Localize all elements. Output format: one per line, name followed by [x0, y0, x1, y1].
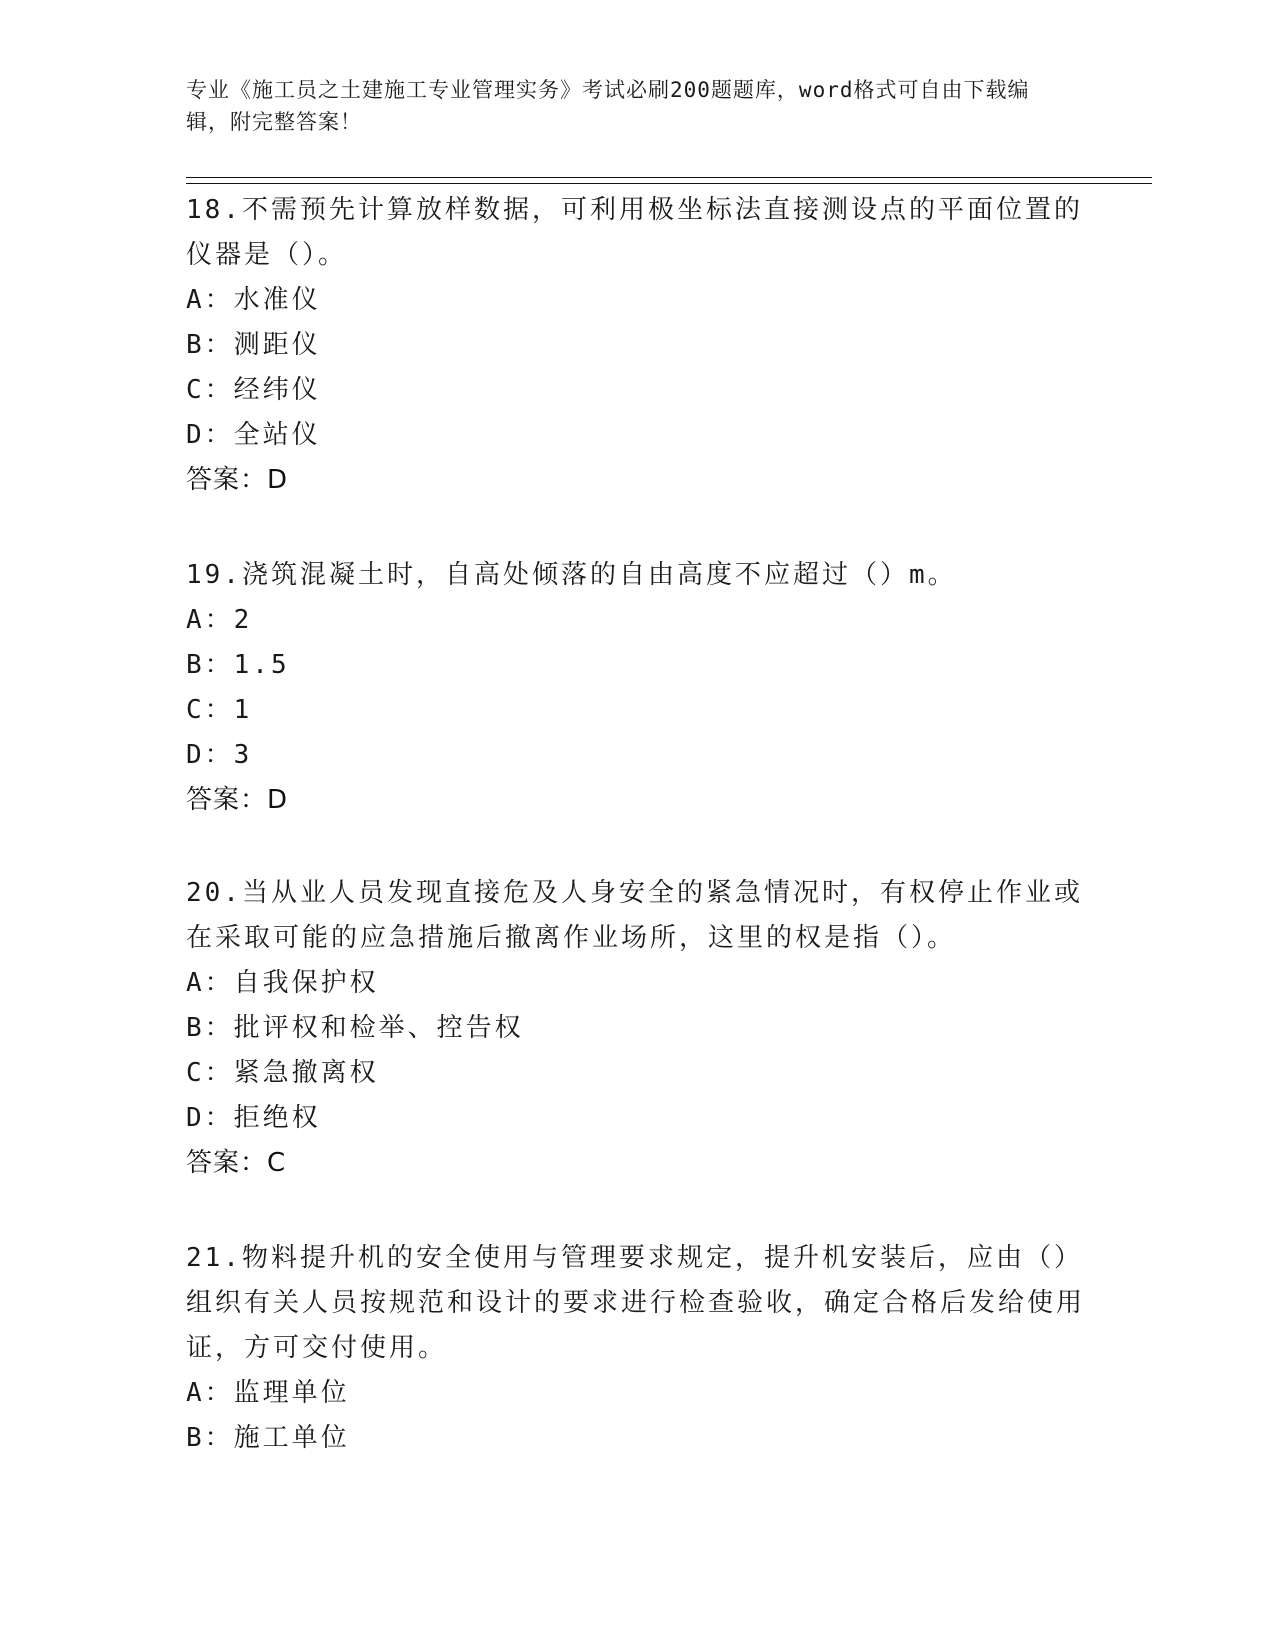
- question-18: [186, 188, 1086, 503]
- option-c: C：经纬仪: [186, 375, 321, 405]
- question-19: [186, 553, 1086, 823]
- option-d: D：3: [186, 740, 253, 770]
- question-stem: 21.物料提升机的安全使用与管理要求规定，提升机安装后，应由（）组织有关人员按规范和设计的要求进行检查验收，确定合格后发给使用证，方可交付使用。: [186, 1243, 1086, 1363]
- question-stem: 20.当从业人员发现直接危及人身安全的紧急情况时，有权停止作业或在采取可能的应急措施后撤离作业场所，这里的权是指（）。: [186, 878, 1083, 953]
- question-stem: 19.浇筑混凝土时，自高处倾落的自由高度不应超过（）m。: [186, 560, 957, 590]
- option-d: D：全站仪: [186, 420, 321, 450]
- answer: 答案：D: [186, 465, 289, 495]
- option-d: D：拒绝权: [186, 1103, 321, 1133]
- option-b: B：1.5: [186, 650, 290, 680]
- question-20: [186, 871, 1086, 1186]
- option-b: B：测距仪: [186, 330, 321, 360]
- document-header: 专业《施工员之土建施工专业管理实务》考试必刷200题题库，word格式可自由下载编辑，附完整答案！: [186, 78, 1030, 134]
- header-rule-top: [186, 177, 1152, 178]
- option-c: C：1: [186, 695, 253, 725]
- option-a: A：自我保护权: [186, 968, 379, 998]
- option-a: A：2: [186, 605, 253, 635]
- option-a: A：监理单位: [186, 1378, 350, 1408]
- option-b: B：施工单位: [186, 1423, 350, 1453]
- answer: 答案：D: [186, 785, 289, 815]
- answer: 答案：C: [186, 1148, 287, 1178]
- option-a: A：水准仪: [186, 285, 321, 315]
- question-21: [186, 1236, 1086, 1461]
- header-rule-bottom: [186, 183, 1152, 184]
- question-stem: 18.不需预先计算放样数据，可利用极坐标法直接测设点的平面位置的仪器是（）。: [186, 195, 1083, 270]
- option-c: C：紧急撤离权: [186, 1058, 379, 1088]
- option-b: B：批评权和检举、控告权: [186, 1013, 524, 1043]
